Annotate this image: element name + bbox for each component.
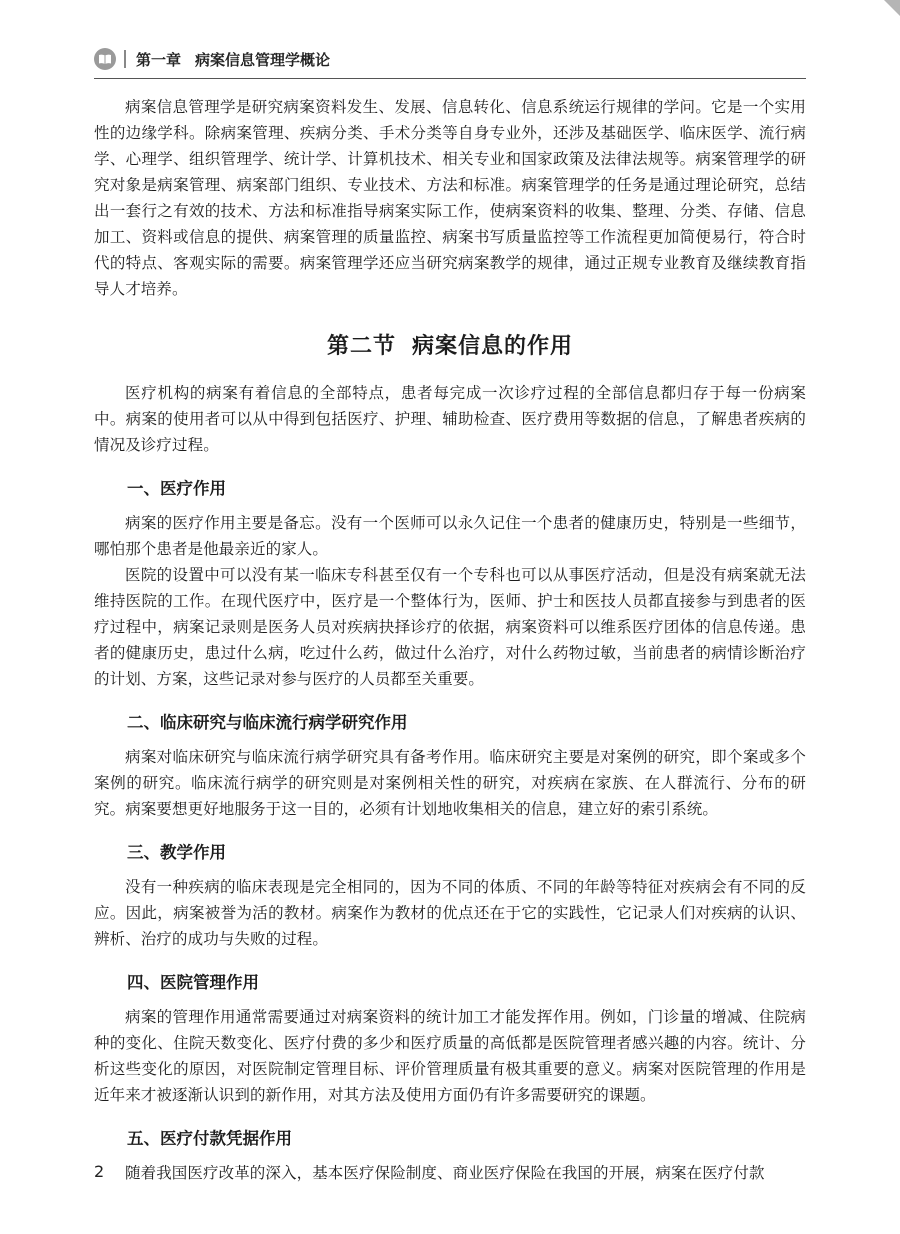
paragraph: 病案的管理作用通常需要通过对病案资料的统计加工才能发挥作用。例如，门诊量的增减、住院病种的变化、住院天数变化、医疗付费的多少和医疗质量的高低都是医院管理者感兴趣的内容。统计、分析这些变化的原因，对医院制定管理目标、评价管理质量有极其重要的意义。病案对医院管理的作用是近年来才被逐渐认识到的新作用，对其方法及使用方面仍有许多需要研究的课题。 bbox=[94, 1008, 806, 1104]
section-title bbox=[94, 332, 806, 362]
header-chapter-number: 第一章 bbox=[136, 50, 182, 69]
subsection-heading-teaching: 三、教学作用 bbox=[127, 843, 226, 862]
page-corner-mark bbox=[884, 0, 900, 16]
subsection-heading-clinical-research: 二、临床研究与临床流行病学研究作用 bbox=[127, 713, 408, 732]
running-header bbox=[94, 42, 806, 76]
intro-paragraph: 病案信息管理学是研究病案资料发生、发展、信息转化、信息系统运行规律的学问。它是一个实用性的边缘学科。除病案管理、疾病分类、手术分类等自身专业外，还涉及基础医学、临床医学、流行病学、心理学、组织管理学、统计学、计算机技术、相关专业和国家政策及法律法规等。病案管理学的研究对象是病案管理、病案部门组织、专业技术、方法和标准。病案管理学的任务是通过理论研究，总结出一套行之有效的技术、方法和标准指导病案实际工作，使病案资料的收集、整理、分类、存储、信息加工、资料或信息的提供、病案管理的质量监控、病案书写质量监控等工作流程更加简便易行，符合时代的特点、客观实际的需要。病案管理学还应当研究病案教学的规律，通过正规专业教育及继续教育指导人才培养。 bbox=[94, 98, 806, 298]
header-rule bbox=[94, 78, 806, 79]
book-icon bbox=[94, 48, 116, 70]
page-content bbox=[94, 94, 806, 1186]
paragraph: 医院的设置中可以没有某一临床专科甚至仅有一个专科也可以从事医疗活动，但是没有病案就无法维持医院的工作。在现代医疗中，医疗是一个整体行为，医师、护士和医技人员都直接参与到患者的医疗过程中，病案记录则是医务人员对疾病抉择诊疗的依据，病案资料可以维系医疗团体的信息传递。患者的健康历史，患过什么病，吃过什么药，做过什么治疗，对什么药物过敏，当前患者的病情诊断治疗的计划、方案，这些记录对参与医疗的人员都至关重要。 bbox=[94, 566, 806, 688]
subsection-heading-payment-voucher: 五、医疗付款凭据作用 bbox=[127, 1129, 292, 1148]
header-divider bbox=[124, 50, 126, 68]
paragraph: 病案对临床研究与临床流行病学研究具有备考作用。临床研究主要是对案例的研究，即个案或多个案例的研究。临床流行病学的研究则是对案例相关性的研究，对疾病在家族、在人群流行、分布的研究。病案要想更好地服务于这一目的，必须有计划地收集相关的信息，建立好的索引系统。 bbox=[94, 748, 806, 818]
subsection-heading-hospital-management: 四、医院管理作用 bbox=[127, 973, 259, 992]
book-glyph bbox=[98, 53, 112, 65]
header-chapter-title: 病案信息管理学概论 bbox=[195, 50, 331, 69]
page-number: 2 bbox=[94, 1162, 105, 1181]
subsection-heading-medical: 一、医疗作用 bbox=[127, 479, 226, 498]
paragraph: 没有一种疾病的临床表现是完全相同的，因为不同的体质、不同的年龄等特征对疾病会有不同的反应。因此，病案被誉为活的教材。病案作为教材的优点还在于它的实践性，它记录人们对疾病的认识、辨析、治疗的成功与失败的过程。 bbox=[94, 878, 806, 948]
paragraph: 病案的医疗作用主要是备忘。没有一个医师可以永久记住一个患者的健康历史，特别是一些细节，哪怕那个患者是他最亲近的家人。 bbox=[94, 514, 806, 558]
section-number: 第二节 bbox=[326, 334, 396, 359]
section-intro-paragraph: 医疗机构的病案有着信息的全部特点，患者每完成一次诊疗过程的全部信息都归存于每一份病案中。病案的使用者可以从中得到包括医疗、护理、辅助检查、医疗费用等数据的信息，了解患者疾病的情况及诊疗过程。 bbox=[94, 384, 806, 454]
paragraph: 随着我国医疗改革的深入，基本医疗保险制度、商业医疗保险在我国的开展，病案在医疗付款 bbox=[125, 1164, 765, 1182]
section-heading: 病案信息的作用 bbox=[412, 334, 574, 359]
